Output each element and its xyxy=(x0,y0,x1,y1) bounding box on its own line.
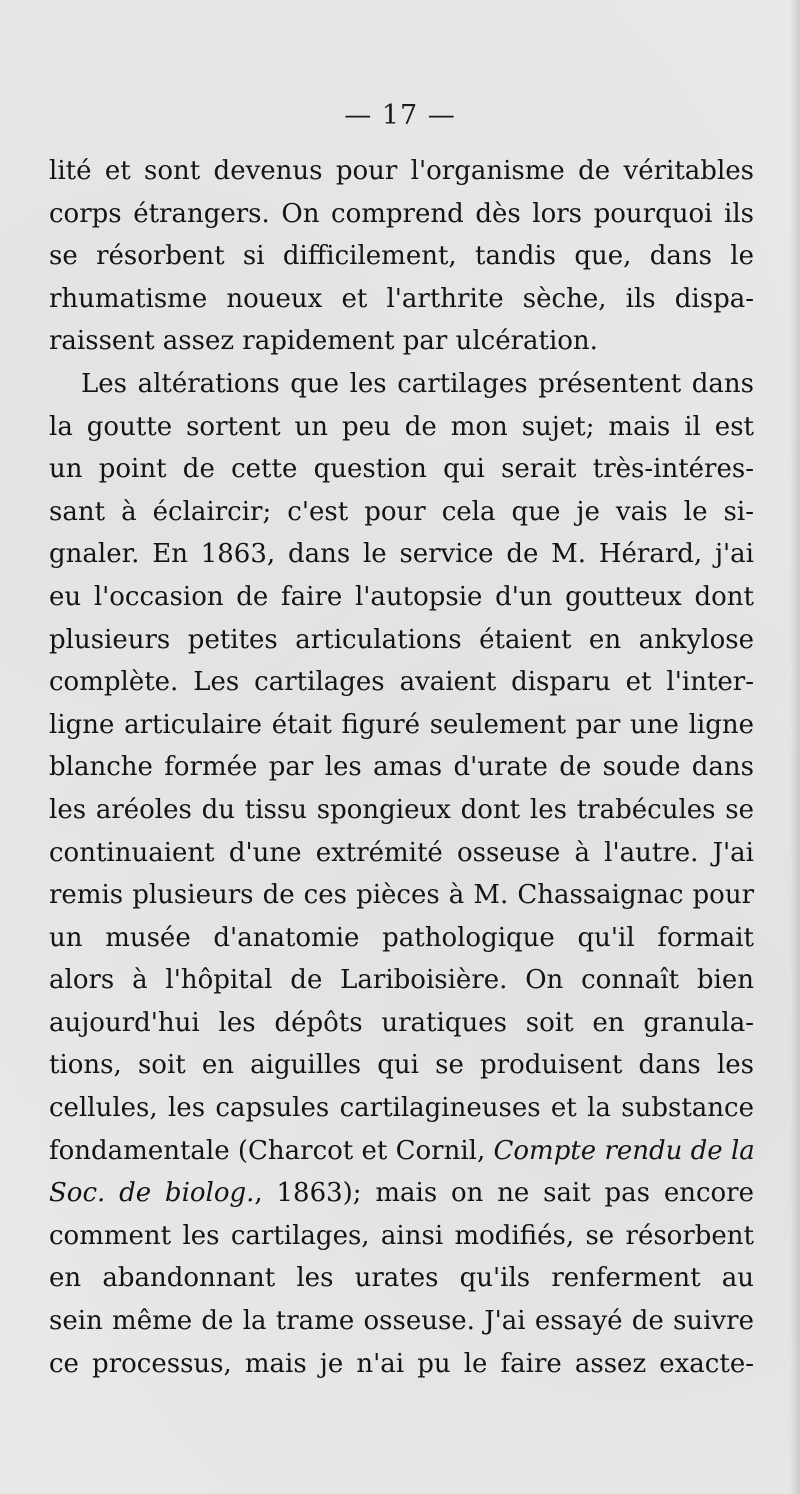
text-line: gnaler. En 1863, dans le service de M. Hérard, j'ai xyxy=(49,539,754,570)
text-line: eu l'occasion de faire l'autopsie d'un goutteux dont xyxy=(49,581,754,612)
text-line: en abandonnant les urates qu'ils renferment au xyxy=(49,1263,754,1294)
text-line: la goutte sortent un peu de mon sujet; mais il est xyxy=(49,411,754,442)
text-line: cellules, les capsules cartilagineuses et la substance xyxy=(49,1093,754,1124)
page-edge-shadow xyxy=(790,0,800,1494)
body-text xyxy=(49,150,754,1385)
text-line: aujourd'hui les dépôts uratiques soit en granula- xyxy=(49,1007,754,1038)
text-line: blanche formée par les amas d'urate de soude dans xyxy=(49,752,754,783)
text-line: sein même de la trame osseuse. J'ai essayé de suivre xyxy=(49,1306,754,1337)
text-line: les aréoles du tissu spongieux dont les trabécules se xyxy=(49,794,754,825)
text-line: tions, soit en aiguilles qui se produisent dans les xyxy=(49,1050,754,1081)
citation-title-italic: Compte rendu de la xyxy=(493,1135,755,1166)
citation-line xyxy=(49,1172,754,1215)
text-line: sant à éclaircir; c'est pour cela que je vais le si- xyxy=(49,496,754,527)
text-line: rhumatisme noueux et l'arthrite sèche, ils dispa- xyxy=(49,283,754,314)
paragraph-start-line: Les altérations que les cartilages présentent dans xyxy=(81,368,754,399)
text-line: se résorbent si difficilement, tandis que, dans le xyxy=(49,241,754,272)
text-line: plusieurs petites articulations étaient en ankylose xyxy=(49,624,754,655)
text-line: lité et sont devenus pour l'organisme de véritables xyxy=(49,156,754,186)
text-line: raissent assez rapidement par ulcération. xyxy=(49,326,598,357)
text-line: complète. Les cartilages avaient disparu et l'inter- xyxy=(49,667,754,698)
citation-text: , 1863); mais on ne sait pas encore xyxy=(254,1178,754,1209)
text-line: remis plusieurs de ces pièces à M. Chassaignac pour xyxy=(49,880,754,911)
text-line: un point de cette question qui serait très-intéres- xyxy=(49,454,754,485)
citation-title-italic: Soc. de biolog. xyxy=(49,1178,255,1209)
text-line: ce processus, mais je n'ai pu le faire assez exacte- xyxy=(49,1348,754,1379)
text-line: alors à l'hôpital de Lariboisière. On connaît bien xyxy=(49,965,754,996)
text-line: continuaient d'une extrémité osseuse à l'autre. J'ai xyxy=(49,837,754,868)
citation-text: fondamentale (Charcot et Cornil, xyxy=(49,1135,494,1166)
page-number: — 17 — xyxy=(344,100,456,131)
text-line: corps étrangers. On comprend dès lors pourquoi ils xyxy=(49,198,754,229)
text-line: un musée d'anatomie pathologique qu'il formait xyxy=(49,922,754,953)
text-line: ligne articulaire était figuré seulement par une ligne xyxy=(49,709,754,740)
text-line: comment les cartilages, ainsi modifiés, se résorbent xyxy=(49,1220,754,1251)
citation-line xyxy=(49,1130,754,1173)
